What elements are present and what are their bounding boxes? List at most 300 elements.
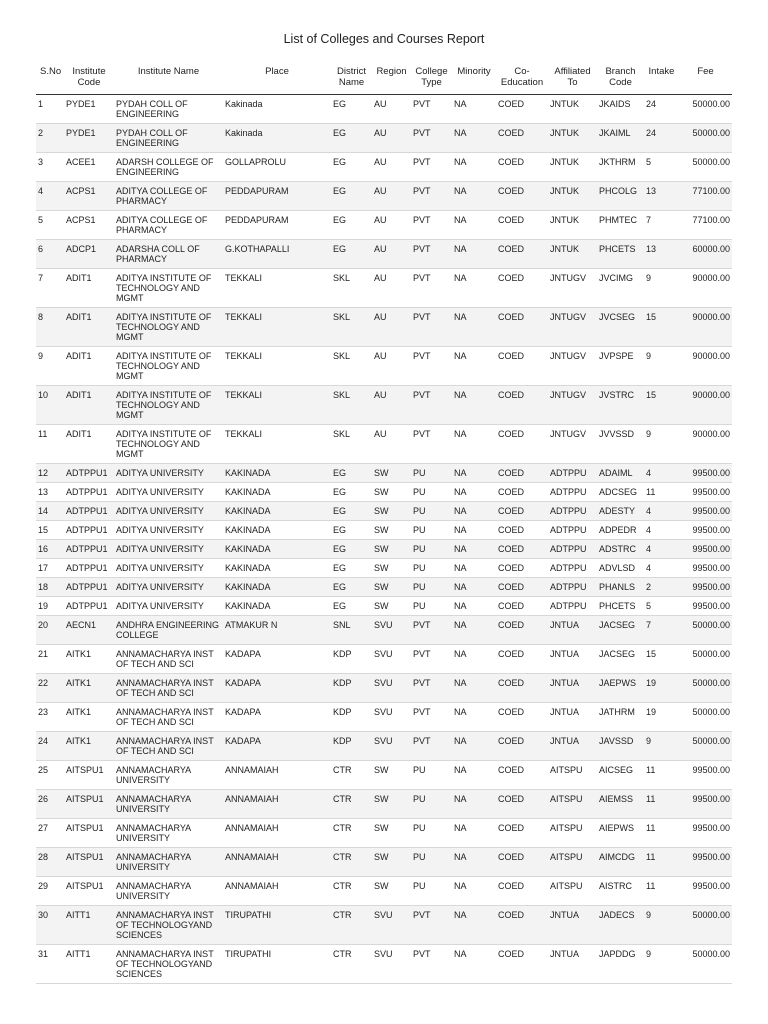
cell-branch-code: ADSTRC (597, 540, 644, 559)
cell-intake: 15 (644, 386, 679, 425)
cell-institute-name: ANNAMACHARYA INST OF TECH AND SCI (114, 645, 223, 674)
cell-place: KADAPA (223, 732, 331, 761)
cell-college-type: PVT (411, 269, 452, 308)
cell-minority: NA (452, 502, 496, 521)
cell-minority: NA (452, 761, 496, 790)
cell-institute-code: PYDE1 (64, 124, 114, 153)
table-row (36, 732, 732, 761)
table-row (36, 269, 732, 308)
cell-region: AU (372, 347, 411, 386)
cell-fee: 99500.00 (679, 521, 732, 540)
cell-affiliated-to: ADTPPU (548, 521, 597, 540)
cell-institute-name: ADITYA INSTITUTE OF TECHNOLOGY AND MGMT (114, 425, 223, 464)
cell-sno: 17 (36, 559, 64, 578)
cell-fee: 50000.00 (679, 153, 732, 182)
cell-institute-name: ANNAMACHARYA UNIVERSITY (114, 761, 223, 790)
cell-sno: 21 (36, 645, 64, 674)
cell-minority: NA (452, 790, 496, 819)
cell-intake: 7 (644, 211, 679, 240)
cell-institute-name: PYDAH COLL OF ENGINEERING (114, 124, 223, 153)
col-header-region: Region (372, 64, 411, 95)
cell-place: ANNAMAIAH (223, 848, 331, 877)
cell-co-education: COED (496, 425, 548, 464)
cell-place: ANNAMAIAH (223, 790, 331, 819)
cell-intake: 15 (644, 645, 679, 674)
cell-college-type: PVT (411, 645, 452, 674)
cell-sno: 16 (36, 540, 64, 559)
cell-co-education: COED (496, 906, 548, 945)
cell-co-education: COED (496, 877, 548, 906)
cell-place: KAKINADA (223, 502, 331, 521)
cell-branch-code: JACSEG (597, 645, 644, 674)
cell-institute-code: ADTPPU1 (64, 483, 114, 502)
cell-place: TEKKALI (223, 269, 331, 308)
cell-district-name: EG (331, 211, 372, 240)
cell-college-type: PVT (411, 182, 452, 211)
cell-fee: 50000.00 (679, 95, 732, 124)
cell-institute-code: AITK1 (64, 703, 114, 732)
cell-co-education: COED (496, 211, 548, 240)
cell-fee: 99500.00 (679, 540, 732, 559)
cell-fee: 50000.00 (679, 645, 732, 674)
cell-fee: 99500.00 (679, 578, 732, 597)
cell-institute-name: ADITYA UNIVERSITY (114, 502, 223, 521)
cell-minority: NA (452, 182, 496, 211)
cell-sno: 27 (36, 819, 64, 848)
cell-co-education: COED (496, 464, 548, 483)
cell-place: KAKINADA (223, 578, 331, 597)
cell-college-type: PVT (411, 386, 452, 425)
cell-college-type: PVT (411, 674, 452, 703)
table-row (36, 308, 732, 347)
table-row (36, 425, 732, 464)
cell-branch-code: JAPDDG (597, 945, 644, 984)
cell-intake: 4 (644, 502, 679, 521)
cell-intake: 9 (644, 732, 679, 761)
cell-minority: NA (452, 347, 496, 386)
col-header-institute-name: Institute Name (114, 64, 223, 95)
cell-fee: 99500.00 (679, 790, 732, 819)
cell-district-name: KDP (331, 674, 372, 703)
cell-region: SW (372, 597, 411, 616)
cell-institute-name: ADITYA COLLEGE OF PHARMACY (114, 182, 223, 211)
cell-institute-code: AITT1 (64, 945, 114, 984)
cell-institute-name: PYDAH COLL OF ENGINEERING (114, 95, 223, 124)
cell-place: GOLLAPROLU (223, 153, 331, 182)
cell-minority: NA (452, 124, 496, 153)
cell-minority: NA (452, 540, 496, 559)
cell-institute-name: ANNAMACHARYA INST OF TECH AND SCI (114, 674, 223, 703)
cell-minority: NA (452, 269, 496, 308)
table-row (36, 240, 732, 269)
cell-sno: 1 (36, 95, 64, 124)
cell-fee: 90000.00 (679, 386, 732, 425)
cell-region: AU (372, 386, 411, 425)
cell-affiliated-to: ADTPPU (548, 483, 597, 502)
cell-fee: 99500.00 (679, 464, 732, 483)
cell-intake: 4 (644, 559, 679, 578)
cell-sno: 15 (36, 521, 64, 540)
cell-branch-code: JATHRM (597, 703, 644, 732)
cell-minority: NA (452, 616, 496, 645)
cell-region: AU (372, 95, 411, 124)
cell-region: AU (372, 425, 411, 464)
table-row (36, 761, 732, 790)
cell-branch-code: JKAIDS (597, 95, 644, 124)
cell-fee: 50000.00 (679, 906, 732, 945)
cell-region: SVU (372, 674, 411, 703)
col-header-institute-code: Institute Code (64, 64, 114, 95)
cell-affiliated-to: JNTUGV (548, 269, 597, 308)
cell-region: AU (372, 308, 411, 347)
cell-institute-name: ANDHRA ENGINEERING COLLEGE (114, 616, 223, 645)
cell-institute-code: AITK1 (64, 732, 114, 761)
table-row (36, 521, 732, 540)
cell-co-education: COED (496, 521, 548, 540)
cell-minority: NA (452, 240, 496, 269)
cell-region: SW (372, 540, 411, 559)
cell-co-education: COED (496, 645, 548, 674)
colleges-courses-table (36, 64, 732, 984)
cell-intake: 13 (644, 182, 679, 211)
cell-intake: 13 (644, 240, 679, 269)
cell-fee: 90000.00 (679, 269, 732, 308)
cell-institute-name: ADITYA INSTITUTE OF TECHNOLOGY AND MGMT (114, 269, 223, 308)
cell-institute-name: ANNAMACHARYA UNIVERSITY (114, 790, 223, 819)
cell-district-name: CTR (331, 945, 372, 984)
cell-district-name: KDP (331, 703, 372, 732)
cell-college-type: PVT (411, 124, 452, 153)
table-row (36, 464, 732, 483)
cell-branch-code: JAEPWS (597, 674, 644, 703)
cell-co-education: COED (496, 240, 548, 269)
cell-college-type: PVT (411, 945, 452, 984)
cell-co-education: COED (496, 347, 548, 386)
cell-sno: 9 (36, 347, 64, 386)
cell-minority: NA (452, 153, 496, 182)
cell-branch-code: JKTHRM (597, 153, 644, 182)
cell-co-education: COED (496, 790, 548, 819)
cell-branch-code: JAVSSD (597, 732, 644, 761)
cell-fee: 99500.00 (679, 559, 732, 578)
cell-district-name: SKL (331, 425, 372, 464)
cell-region: SW (372, 848, 411, 877)
cell-sno: 12 (36, 464, 64, 483)
cell-sno: 4 (36, 182, 64, 211)
cell-place: KAKINADA (223, 559, 331, 578)
cell-district-name: EG (331, 559, 372, 578)
cell-college-type: PU (411, 521, 452, 540)
cell-institute-code: ADTPPU1 (64, 578, 114, 597)
cell-fee: 90000.00 (679, 308, 732, 347)
report-title: List of Colleges and Courses Report (283, 32, 485, 46)
cell-co-education: COED (496, 483, 548, 502)
cell-branch-code: ADVLSD (597, 559, 644, 578)
cell-institute-code: ADIT1 (64, 308, 114, 347)
col-header-place: Place (223, 64, 331, 95)
cell-fee: 77100.00 (679, 211, 732, 240)
cell-region: AU (372, 153, 411, 182)
cell-sno: 25 (36, 761, 64, 790)
cell-fee: 90000.00 (679, 347, 732, 386)
cell-affiliated-to: ADTPPU (548, 464, 597, 483)
table-row (36, 906, 732, 945)
cell-affiliated-to: JNTUK (548, 211, 597, 240)
cell-minority: NA (452, 464, 496, 483)
cell-institute-name: ADITYA UNIVERSITY (114, 578, 223, 597)
cell-institute-name: ANNAMACHARYA UNIVERSITY (114, 877, 223, 906)
cell-minority: NA (452, 819, 496, 848)
cell-intake: 4 (644, 521, 679, 540)
cell-affiliated-to: JNTUA (548, 906, 597, 945)
table-row (36, 483, 732, 502)
cell-branch-code: JVCSEG (597, 308, 644, 347)
cell-affiliated-to: JNTUGV (548, 308, 597, 347)
cell-institute-code: AECN1 (64, 616, 114, 645)
cell-district-name: EG (331, 464, 372, 483)
table-row (36, 182, 732, 211)
cell-minority: NA (452, 425, 496, 464)
cell-affiliated-to: AITSPU (548, 761, 597, 790)
cell-institute-name: ADARSHA COLL OF PHARMACY (114, 240, 223, 269)
cell-affiliated-to: ADTPPU (548, 578, 597, 597)
cell-college-type: PVT (411, 703, 452, 732)
cell-college-type: PVT (411, 240, 452, 269)
cell-place: KAKINADA (223, 464, 331, 483)
cell-co-education: COED (496, 945, 548, 984)
cell-place: ATMAKUR N (223, 616, 331, 645)
cell-fee: 50000.00 (679, 674, 732, 703)
cell-institute-name: ADITYA COLLEGE OF PHARMACY (114, 211, 223, 240)
cell-fee: 99500.00 (679, 761, 732, 790)
cell-district-name: EG (331, 521, 372, 540)
cell-institute-code: AITK1 (64, 674, 114, 703)
cell-fee: 60000.00 (679, 240, 732, 269)
cell-fee: 99500.00 (679, 597, 732, 616)
cell-district-name: SNL (331, 616, 372, 645)
cell-place: KADAPA (223, 703, 331, 732)
cell-district-name: EG (331, 182, 372, 211)
cell-sno: 30 (36, 906, 64, 945)
cell-institute-name: ANNAMACHARYA INST OF TECH AND SCI (114, 732, 223, 761)
cell-co-education: COED (496, 540, 548, 559)
cell-district-name: SKL (331, 269, 372, 308)
cell-affiliated-to: AITSPU (548, 790, 597, 819)
cell-sno: 2 (36, 124, 64, 153)
table-row (36, 540, 732, 559)
table-row (36, 703, 732, 732)
cell-sno: 26 (36, 790, 64, 819)
cell-fee: 99500.00 (679, 819, 732, 848)
cell-college-type: PU (411, 790, 452, 819)
table-row (36, 578, 732, 597)
cell-co-education: COED (496, 502, 548, 521)
cell-minority: NA (452, 559, 496, 578)
cell-intake: 19 (644, 703, 679, 732)
cell-affiliated-to: ADTPPU (548, 597, 597, 616)
cell-affiliated-to: AITSPU (548, 848, 597, 877)
cell-district-name: KDP (331, 732, 372, 761)
cell-institute-name: ANNAMACHARYA UNIVERSITY (114, 819, 223, 848)
cell-co-education: COED (496, 182, 548, 211)
cell-region: SW (372, 761, 411, 790)
cell-place: TIRUPATHI (223, 906, 331, 945)
cell-minority: NA (452, 848, 496, 877)
cell-co-education: COED (496, 732, 548, 761)
cell-place: PEDDAPURAM (223, 211, 331, 240)
cell-place: G.KOTHAPALLI (223, 240, 331, 269)
table-row (36, 347, 732, 386)
cell-minority: NA (452, 732, 496, 761)
cell-region: SW (372, 502, 411, 521)
cell-sno: 14 (36, 502, 64, 521)
cell-affiliated-to: ADTPPU (548, 502, 597, 521)
cell-co-education: COED (496, 761, 548, 790)
cell-region: SVU (372, 703, 411, 732)
cell-district-name: EG (331, 124, 372, 153)
cell-fee: 50000.00 (679, 124, 732, 153)
cell-minority: NA (452, 945, 496, 984)
cell-institute-code: AITSPU1 (64, 877, 114, 906)
cell-institute-code: ADIT1 (64, 386, 114, 425)
cell-sno: 24 (36, 732, 64, 761)
cell-institute-code: ADTPPU1 (64, 502, 114, 521)
cell-minority: NA (452, 578, 496, 597)
cell-place: TEKKALI (223, 308, 331, 347)
cell-place: TEKKALI (223, 425, 331, 464)
cell-institute-name: ADITYA UNIVERSITY (114, 540, 223, 559)
cell-minority: NA (452, 703, 496, 732)
cell-institute-code: ADTPPU1 (64, 540, 114, 559)
cell-affiliated-to: JNTUK (548, 153, 597, 182)
table-row (36, 877, 732, 906)
table-row (36, 674, 732, 703)
cell-institute-name: ADITYA UNIVERSITY (114, 521, 223, 540)
cell-college-type: PU (411, 761, 452, 790)
cell-region: SW (372, 483, 411, 502)
table-row (36, 559, 732, 578)
cell-region: SW (372, 521, 411, 540)
col-header-college-type: College Type (411, 64, 452, 95)
cell-institute-code: ADIT1 (64, 269, 114, 308)
table-row (36, 790, 732, 819)
cell-institute-code: AITK1 (64, 645, 114, 674)
cell-place: KAKINADA (223, 597, 331, 616)
cell-minority: NA (452, 877, 496, 906)
cell-place: KADAPA (223, 645, 331, 674)
cell-intake: 9 (644, 347, 679, 386)
cell-fee: 99500.00 (679, 502, 732, 521)
cell-co-education: COED (496, 616, 548, 645)
cell-college-type: PVT (411, 95, 452, 124)
cell-institute-code: AITSPU1 (64, 848, 114, 877)
cell-intake: 11 (644, 761, 679, 790)
cell-branch-code: ADAIML (597, 464, 644, 483)
cell-sno: 28 (36, 848, 64, 877)
cell-intake: 11 (644, 483, 679, 502)
cell-college-type: PVT (411, 732, 452, 761)
cell-affiliated-to: JNTUK (548, 124, 597, 153)
cell-minority: NA (452, 597, 496, 616)
cell-affiliated-to: JNTUK (548, 95, 597, 124)
cell-minority: NA (452, 95, 496, 124)
cell-institute-name: ADARSH COLLEGE OF ENGINEERING (114, 153, 223, 182)
cell-branch-code: JVPSPE (597, 347, 644, 386)
cell-affiliated-to: ADTPPU (548, 540, 597, 559)
cell-intake: 9 (644, 906, 679, 945)
cell-co-education: COED (496, 153, 548, 182)
cell-sno: 7 (36, 269, 64, 308)
cell-minority: NA (452, 674, 496, 703)
cell-place: KAKINADA (223, 521, 331, 540)
cell-intake: 11 (644, 819, 679, 848)
table-row (36, 502, 732, 521)
cell-minority: NA (452, 308, 496, 347)
cell-institute-name: ANNAMACHARYA INST OF TECHNOLOGYAND SCIENCES (114, 906, 223, 945)
cell-college-type: PU (411, 540, 452, 559)
cell-co-education: COED (496, 269, 548, 308)
cell-district-name: CTR (331, 906, 372, 945)
cell-branch-code: JVVSSD (597, 425, 644, 464)
cell-intake: 9 (644, 945, 679, 984)
cell-institute-name: ADITYA UNIVERSITY (114, 464, 223, 483)
cell-institute-name: ANNAMACHARYA INST OF TECHNOLOGYAND SCIENCES (114, 945, 223, 984)
cell-sno: 6 (36, 240, 64, 269)
cell-minority: NA (452, 645, 496, 674)
cell-sno: 5 (36, 211, 64, 240)
cell-institute-name: ANNAMACHARYA INST OF TECH AND SCI (114, 703, 223, 732)
cell-affiliated-to: ADTPPU (548, 559, 597, 578)
cell-district-name: EG (331, 578, 372, 597)
cell-college-type: PVT (411, 425, 452, 464)
cell-co-education: COED (496, 559, 548, 578)
cell-institute-code: ACEE1 (64, 153, 114, 182)
cell-sno: 18 (36, 578, 64, 597)
cell-district-name: EG (331, 153, 372, 182)
table-header-row (36, 64, 732, 95)
cell-minority: NA (452, 906, 496, 945)
cell-branch-code: JKAIML (597, 124, 644, 153)
cell-co-education: COED (496, 308, 548, 347)
cell-affiliated-to: JNTUA (548, 703, 597, 732)
cell-co-education: COED (496, 578, 548, 597)
cell-fee: 77100.00 (679, 182, 732, 211)
cell-fee: 99500.00 (679, 483, 732, 502)
col-header-sno: S.No (36, 64, 64, 95)
table-row (36, 848, 732, 877)
cell-co-education: COED (496, 95, 548, 124)
table-row (36, 616, 732, 645)
cell-intake: 4 (644, 540, 679, 559)
cell-institute-code: ADTPPU1 (64, 464, 114, 483)
cell-intake: 2 (644, 578, 679, 597)
cell-sno: 29 (36, 877, 64, 906)
cell-place: TEKKALI (223, 347, 331, 386)
cell-branch-code: PHANLS (597, 578, 644, 597)
cell-college-type: PU (411, 819, 452, 848)
cell-district-name: CTR (331, 848, 372, 877)
cell-branch-code: JACSEG (597, 616, 644, 645)
cell-college-type: PU (411, 848, 452, 877)
cell-co-education: COED (496, 703, 548, 732)
cell-minority: NA (452, 386, 496, 425)
cell-region: AU (372, 269, 411, 308)
cell-institute-code: ADTPPU1 (64, 521, 114, 540)
cell-college-type: PVT (411, 906, 452, 945)
cell-affiliated-to: JNTUA (548, 645, 597, 674)
cell-institute-name: ADITYA INSTITUTE OF TECHNOLOGY AND MGMT (114, 386, 223, 425)
cell-affiliated-to: JNTUA (548, 945, 597, 984)
